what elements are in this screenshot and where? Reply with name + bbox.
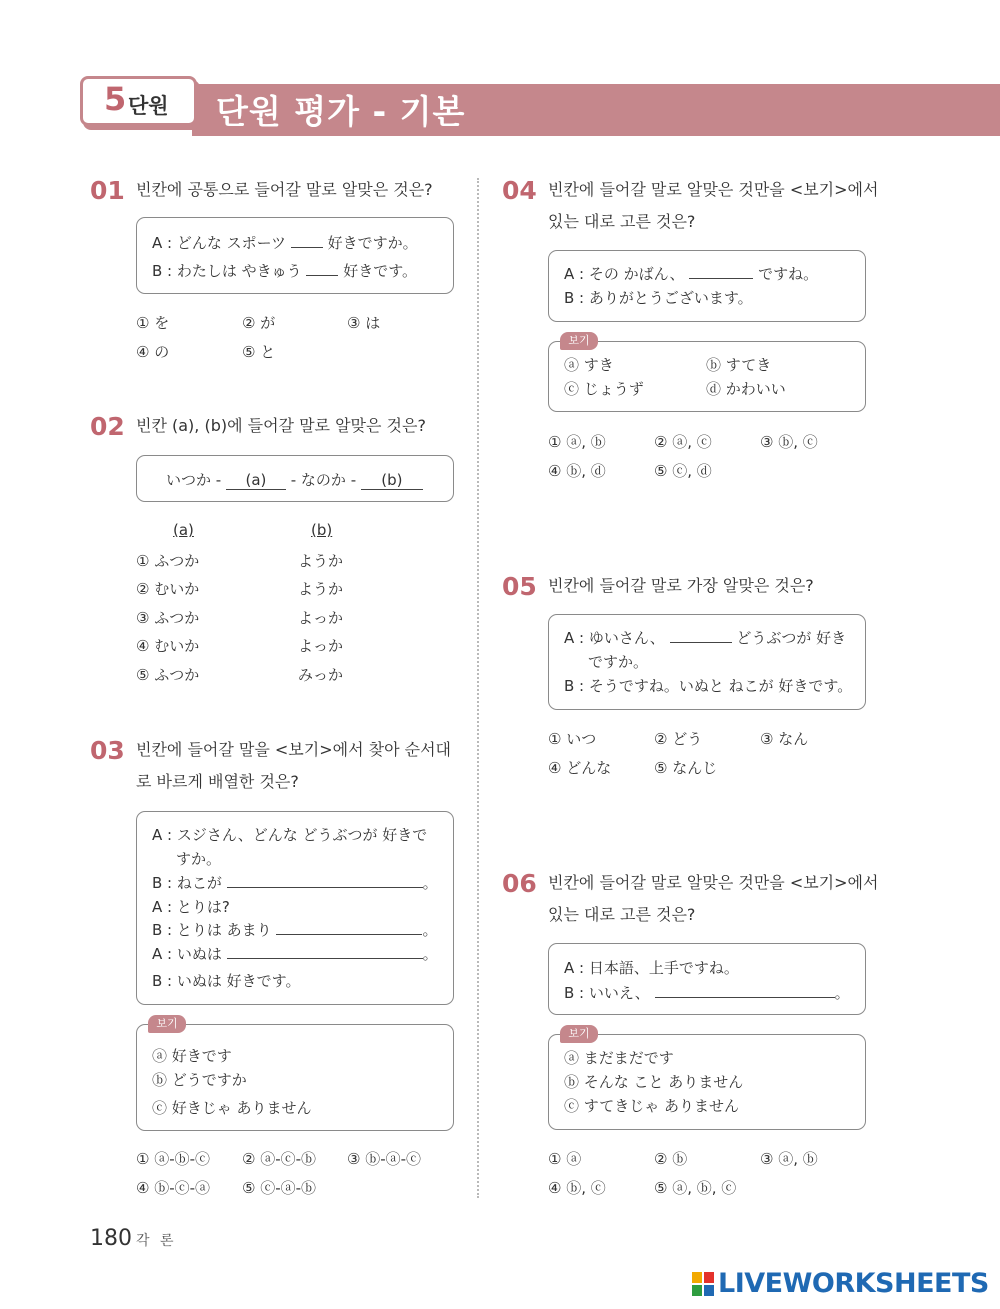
q3-line-2-end: 。 xyxy=(422,874,438,892)
q3-example-tag: 보기 xyxy=(148,1015,186,1033)
q1-number: 01 xyxy=(90,176,125,205)
q1-option-1[interactable]: ① を xyxy=(136,314,170,332)
q5-option-4[interactable]: ④ どんな xyxy=(548,759,612,777)
q3-line-3: A : とりは? xyxy=(152,898,230,916)
column-divider xyxy=(477,178,479,1198)
q2-sequence xyxy=(166,469,423,490)
q5-option-1[interactable]: ① いつ xyxy=(548,730,597,748)
q4-example-box xyxy=(548,341,866,412)
q5-line-a-end: どうぶつが 好き xyxy=(736,629,847,647)
q1-line-a-text: A : どんな スポーツ xyxy=(152,234,287,252)
q3-line-1-cont: すか。 xyxy=(176,850,222,868)
q3-option-4[interactable]: ④ ⓑ-ⓒ-ⓐ xyxy=(136,1179,211,1197)
q2-prompt: 빈칸 (a), (b)에 들어갈 말로 알맞은 것은? xyxy=(136,416,426,435)
q3-number: 03 xyxy=(90,736,125,765)
q3-prompt-line1: 빈칸에 들어갈 말을 <보기>에서 찾아 순서대 xyxy=(136,740,451,759)
q3-option-5[interactable]: ⑤ ⓒ-ⓐ-ⓑ xyxy=(242,1179,317,1197)
q3-line-6: B : いぬは 好きです。 xyxy=(152,972,301,990)
q6-option-1[interactable]: ① ⓐ xyxy=(548,1150,582,1168)
q6-line-a: A : 日本語、上手ですね。 xyxy=(564,959,739,977)
q3-line-1: A : スジさん、どんな どうぶつが 好きで xyxy=(152,826,428,844)
q2-option-3-b: よっか xyxy=(298,609,344,627)
q6-example-c: ⓒ すてきじゃ ありません xyxy=(564,1097,739,1115)
q1-option-2[interactable]: ② が xyxy=(242,314,276,332)
liveworksheets-wordmark: LIVEWORKSHEETS xyxy=(718,1268,989,1299)
q3-option-2[interactable]: ② ⓐ-ⓒ-ⓑ xyxy=(242,1150,317,1168)
q2-option-4[interactable]: ④ むいか xyxy=(136,637,200,655)
q6-prompt-line1: 빈칸에 들어갈 말로 알맞은 것만을 <보기>에서 xyxy=(548,873,879,892)
q3-option-1[interactable]: ① ⓐ-ⓑ-ⓒ xyxy=(136,1150,211,1168)
q2-option-2[interactable]: ② むいか xyxy=(136,580,200,598)
q6-line-b-end: 。 xyxy=(834,984,850,1002)
q1-option-4[interactable]: ④ の xyxy=(136,343,170,361)
q1-line-b xyxy=(152,260,417,281)
q5-option-2[interactable]: ② どう xyxy=(654,730,703,748)
q5-line-a xyxy=(564,627,846,648)
q5-line-b: B : そうですね。いぬと ねこが 好きです。 xyxy=(564,677,853,695)
q4-dialogue-box xyxy=(548,250,866,322)
q1-dialogue-box xyxy=(136,217,454,294)
q6-option-2[interactable]: ② ⓑ xyxy=(654,1150,688,1168)
q1-line-b-text: B : わたしは やきゅう xyxy=(152,262,302,280)
q4-option-2[interactable]: ② ⓐ, ⓒ xyxy=(654,433,712,451)
q2-option-3[interactable]: ③ ふつか xyxy=(136,609,200,627)
q6-option-5[interactable]: ⑤ ⓐ, ⓑ, ⓒ xyxy=(654,1179,737,1197)
q4-example-a: ⓐ すき xyxy=(564,356,614,374)
q2-column-b: (b) xyxy=(311,521,333,539)
q6-line-b-text: B : いいえ、 xyxy=(564,984,650,1002)
q2-blank-b[interactable]: (b) xyxy=(361,471,423,490)
q2-option-4-b: よっか xyxy=(298,637,344,655)
q2-number: 02 xyxy=(90,412,125,441)
q1-option-5[interactable]: ⑤ と xyxy=(242,343,276,361)
q3-line-4-end: 。 xyxy=(422,921,438,939)
q1-prompt: 빈칸에 공통으로 들어갈 말로 알맞은 것은? xyxy=(136,180,433,199)
q6-example-b: ⓑ そんな こと ありません xyxy=(564,1073,744,1091)
q3-line-2-text: B : ねこが xyxy=(152,874,222,892)
q4-example-tag: 보기 xyxy=(560,332,598,350)
q2-option-5[interactable]: ⑤ ふつか xyxy=(136,666,200,684)
q6-example-tag: 보기 xyxy=(560,1025,598,1043)
q6-prompt-line2: 있는 대로 고른 것은? xyxy=(548,905,696,924)
q1-option-3[interactable]: ③ は xyxy=(347,314,381,332)
q5-option-3[interactable]: ③ なん xyxy=(760,730,809,748)
q6-option-4[interactable]: ④ ⓑ, ⓒ xyxy=(548,1179,606,1197)
q6-blank[interactable] xyxy=(655,983,835,998)
q5-blank[interactable] xyxy=(670,628,732,643)
q4-number: 04 xyxy=(502,176,537,205)
page-number: 180 xyxy=(90,1226,132,1251)
q4-prompt-line1: 빈칸에 들어갈 말로 알맞은 것만을 <보기>에서 xyxy=(548,180,879,199)
q2-option-1-b: ようか xyxy=(298,552,344,570)
q6-dialogue-box xyxy=(548,943,866,1015)
q3-example-c: ⓒ 好きじゃ ありません xyxy=(152,1099,312,1117)
q2-seq-start: いつか - xyxy=(166,471,222,489)
q3-option-3[interactable]: ③ ⓑ-ⓐ-ⓒ xyxy=(347,1150,422,1168)
q4-example-b: ⓑ すてき xyxy=(706,356,772,374)
q3-example-a: ⓐ 好きです xyxy=(152,1047,232,1065)
q3-blank-3[interactable] xyxy=(227,944,423,959)
q3-line-5 xyxy=(152,943,438,964)
q5-line-a-cont: ですか。 xyxy=(588,653,649,671)
q5-number: 05 xyxy=(502,572,537,601)
q5-prompt: 빈칸에 들어갈 말로 가장 알맞은 것은? xyxy=(548,576,814,595)
q4-example-d: ⓓ かわいい xyxy=(706,380,786,398)
q3-example-b: ⓑ どうですか xyxy=(152,1071,247,1089)
q4-line-b: B : ありがとうございます。 xyxy=(564,289,753,307)
q1-blank-b[interactable] xyxy=(306,261,338,276)
q4-option-1[interactable]: ① ⓐ, ⓑ xyxy=(548,433,606,451)
q2-seq-mid: - なのか - xyxy=(290,471,357,489)
q3-line-4 xyxy=(152,919,437,940)
q3-prompt-line2: 로 바르게 배열한 것은? xyxy=(136,772,299,791)
q5-option-5[interactable]: ⑤ なんじ xyxy=(654,759,718,777)
q2-option-2-b: ようか xyxy=(298,580,344,598)
q4-line-a-end: ですね。 xyxy=(758,265,819,283)
q4-line-a-text: A : その かばん、 xyxy=(564,265,685,283)
unit-number: 5 xyxy=(104,80,127,118)
q6-number: 06 xyxy=(502,869,537,898)
q3-line-2 xyxy=(152,872,438,893)
q3-blank-2[interactable] xyxy=(276,920,422,935)
q4-option-5[interactable]: ⑤ ⓒ, ⓓ xyxy=(654,462,712,480)
q1-line-b-end: 好きです。 xyxy=(343,262,418,280)
q3-line-5-text: A : いぬは xyxy=(152,945,222,963)
q5-line-a-text: A : ゆいさん、 xyxy=(564,629,665,647)
q4-option-4[interactable]: ④ ⓑ, ⓓ xyxy=(548,462,606,480)
q1-blank-a[interactable] xyxy=(291,233,323,248)
liveworksheets-icon xyxy=(692,1272,714,1296)
q6-option-3[interactable]: ③ ⓐ, ⓑ xyxy=(760,1150,818,1168)
q6-line-b xyxy=(564,982,850,1003)
q4-blank[interactable] xyxy=(689,264,753,279)
q4-example-c: ⓒ じょうず xyxy=(564,380,644,398)
q2-option-5-b: みっか xyxy=(298,666,344,684)
section-label: 각 론 xyxy=(136,1233,177,1249)
q1-line-a xyxy=(152,232,418,253)
q3-blank-1[interactable] xyxy=(227,873,423,888)
q6-example-a: ⓐ まだまだです xyxy=(564,1049,674,1067)
unit-label: 단원 xyxy=(128,94,169,118)
q2-option-1[interactable]: ① ふつか xyxy=(136,552,200,570)
q3-line-4-text: B : とりは あまり xyxy=(152,921,272,939)
q4-line-a xyxy=(564,263,818,284)
q2-column-a: (a) xyxy=(173,521,194,539)
q4-prompt-line2: 있는 대로 고른 것은? xyxy=(548,212,696,231)
q1-line-a-end: 好きですか。 xyxy=(327,234,418,252)
q4-option-3[interactable]: ③ ⓑ, ⓒ xyxy=(760,433,818,451)
q3-line-5-end: 。 xyxy=(422,945,438,963)
page-title: 단원 평가 - 기본 xyxy=(216,92,466,131)
q2-blank-a[interactable]: (a) xyxy=(226,471,286,490)
